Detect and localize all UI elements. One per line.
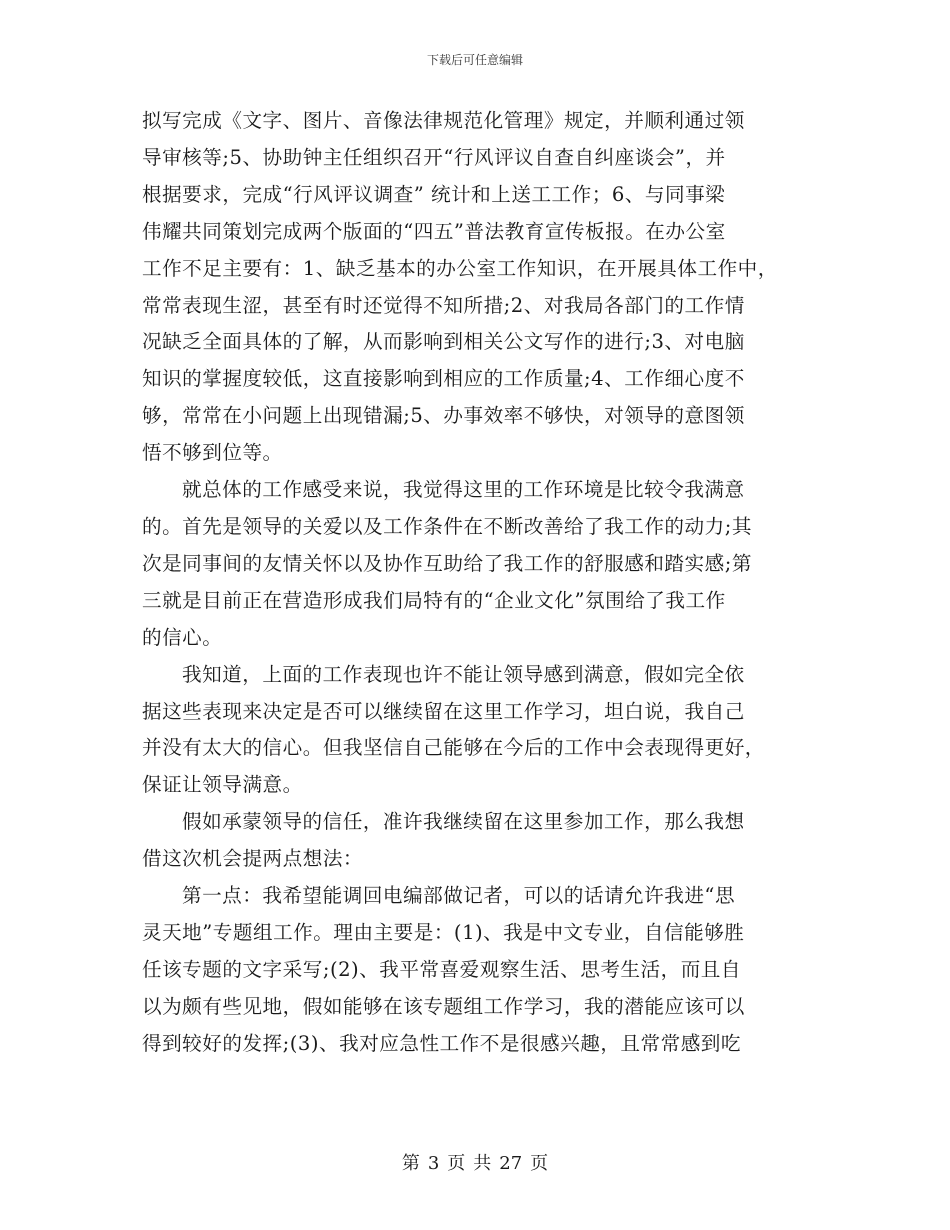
paragraph <box>142 472 808 657</box>
text-line: 次是同事间的友情关怀以及协作互助给了我工作的舒服感和踏实感;第 <box>142 551 752 575</box>
footer-total-label: 共 <box>473 1153 492 1174</box>
text-line: 常常表现生涩，甚至有时还觉得不知所措;2、对我局各部门的工作情 <box>142 293 745 317</box>
paragraph <box>142 103 808 472</box>
text-line: 借这次机会提两点想法： <box>142 847 364 871</box>
text-line: 知识的掌握度较低，这直接影响到相应的工作质量;4、工作细心度不 <box>142 367 745 391</box>
total-page-count: 27 <box>499 1153 523 1174</box>
text-line: 根据要求，完成“行风评议调查” 统计和上送工工作；6、与同事梁 <box>142 182 726 206</box>
text-line: 灵天地”专题组工作。理由主要是：(1)、我是中文专业，自信能够胜 <box>142 920 745 944</box>
paragraph <box>142 804 808 878</box>
text-line: 就总体的工作感受来说，我觉得这里的工作环境是比较令我满意 <box>182 478 745 502</box>
text-line: 工作不足主要有：1、缺乏基本的办公室工作知识，在开展具体工作中， <box>142 256 778 280</box>
text-line: 三就是目前正在营造形成我们局特有的“企业文化”氛围给了我工作 <box>142 588 726 612</box>
text-line: 悟不够到位等。 <box>142 441 283 465</box>
text-line: 的。首先是领导的关爱以及工作条件在不断改善给了我工作的动力;其 <box>142 514 752 538</box>
footer-prefix: 第 <box>401 1153 420 1174</box>
footer-suffix: 页 <box>530 1153 549 1174</box>
text-line: 得到较好的发挥;(3)、我对应急性工作不是很感兴趣，且常常感到吃 <box>142 1031 741 1055</box>
page-header: 下载后可任意编辑 <box>426 53 523 67</box>
page-footer <box>0 1153 950 1175</box>
text-line: 况缺乏全面具体的了解，从而影响到相关公文写作的进行;3、对电脑 <box>142 330 745 354</box>
text-line: 并没有太大的信心。但我坚信自己能够在今后的工作中会表现得更好， <box>142 736 765 760</box>
text-line: 假如承蒙领导的信任，准许我继续留在这里参加工作，那么我想 <box>182 810 745 834</box>
text-line: 保证让领导满意。 <box>142 773 303 797</box>
footer-middle: 页 <box>447 1153 466 1174</box>
text-line: 任该专题的文字采写;(2)、我平常喜爱观察生活、思考生活，而且自 <box>142 957 741 981</box>
paragraph <box>142 657 808 805</box>
text-line: 以为颇有些见地，假如能够在该专题组工作学习，我的潜能应该可以 <box>142 994 745 1018</box>
paragraph <box>142 878 808 1063</box>
text-line: 够，常常在小问题上出现错漏;5、办事效率不够快，对领导的意图领 <box>142 404 745 428</box>
text-line: 据这些表现来决定是否可以继续留在这里工作学习，坦白说，我自己 <box>142 699 745 723</box>
text-line: 导审核等;5、协助钟主任组织召开“行风评议自查自纠座谈会”，并 <box>142 145 726 169</box>
text-line: 伟耀共同策划完成两个版面的“四五”普法教育宣传板报。在办公室 <box>142 219 726 243</box>
text-line: 的信心。 <box>142 625 223 649</box>
text-line: 拟写完成《文字、图片、音像法律规范化管理》规定，并顺利通过领 <box>142 109 745 132</box>
text-line: 我知道，上面的工作表现也许不能让领导感到满意，假如完全依 <box>182 662 745 686</box>
text-line: 第一点：我希望能调回电编部做记者，可以的话请允许我进“思 <box>182 884 736 908</box>
document-body <box>142 103 808 1063</box>
current-page-number: 3 <box>427 1153 440 1174</box>
